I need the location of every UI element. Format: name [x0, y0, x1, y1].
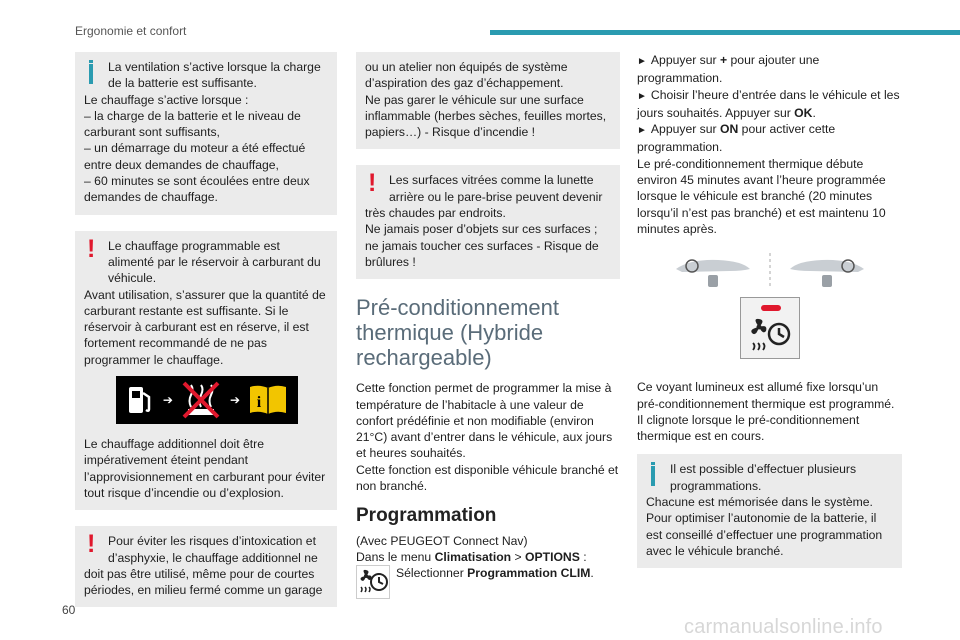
info-text-1: La ventilation s’active lorsque la charge de la batterie est suffisante.	[108, 60, 321, 91]
step-arrow-icon: ►	[637, 125, 647, 137]
warning-text-first: Les surfaces vitrées comme la lunette arrière ou le pare-brise peuvent devenir	[389, 173, 603, 204]
indicator-lamp	[740, 297, 800, 359]
info-text-rest: Chacune est mémorisée dans le système.	[646, 495, 873, 510]
pictogram-row	[84, 376, 329, 424]
manual-book-icon	[248, 383, 288, 417]
programming-note: (Avec PEUGEOT Connect Nav)	[356, 533, 528, 548]
info-text-rest-2: Pour optimiser l’autonomie de la batterie, il est conseillé d’effectuer une programmation avec le véhicule branché.	[646, 511, 883, 558]
page-number: 60	[62, 603, 76, 617]
warning-icon: !	[87, 530, 96, 559]
continued-text-2: Ne pas garer le véhicule sur une surface inflammable (herbes sèches, feuilles mortes, papiers…) - Risque d’incendie !	[365, 92, 607, 140]
warning-box-hot-surfaces	[356, 165, 620, 279]
step-choose: ► Choisir l’heure d’entrée dans le véhicule et les jours souhaités. Appuyer sur OK.	[637, 87, 900, 120]
steering-wheel-icon	[786, 253, 868, 289]
step-arrow-icon: ►	[637, 56, 647, 67]
menu-path: Dans le menu Climatisation > OPTIONS :	[356, 549, 587, 564]
warning-box-intoxication	[75, 526, 337, 607]
step-add: ► Appuyer sur + pour ajouter une programmation.	[637, 53, 820, 86]
info-text-2: Le chauffage s’active lorsque :	[84, 92, 249, 107]
intro-text-2: Cette fonction est disponible véhicule branché et non branché.	[356, 462, 619, 494]
info-text-first: Il est possible d’effectuer plusieurs programmations.	[670, 462, 857, 493]
fan-clock-icon	[356, 565, 390, 599]
divider-icon	[768, 253, 772, 289]
intro-text: Cette fonction permet de programmer la mise à température de l’habitacle à une valeur de confort prédéfinie et non modifiable (environ 21°C) avant d’entrer dans le véhicule, aux jours et heures souhaités.	[356, 381, 613, 461]
warning-box-fuel	[75, 231, 337, 511]
car-illustration	[637, 253, 902, 289]
header-section-title: Ergonomie et confort	[75, 24, 187, 38]
warning-icon: !	[368, 169, 377, 198]
steering-wheel-icon	[672, 253, 754, 289]
info-text-3: – la charge de la batterie et le niveau de carburant sont suffisants,	[84, 108, 301, 140]
step-arrow-icon: ►	[637, 90, 647, 102]
column-3	[637, 52, 902, 584]
no-heater-icon	[180, 379, 222, 421]
indicator-lamp-wrap	[637, 297, 902, 359]
column-2	[356, 52, 620, 599]
continued-text-1: ou un atelier non équipés de système d’aspiration des gaz d’échappement.	[365, 60, 568, 91]
subsection-title: Programmation	[356, 505, 497, 527]
info-box-ventilation	[75, 52, 337, 215]
section-title: Pré-conditionnement thermique (Hybride rechargeable)	[356, 295, 560, 371]
info-text-4: – un démarrage du moteur a été effectué entre deux demandes de chauffage,	[84, 141, 306, 172]
warning-text-rest: Avant utilisation, s’assurer que la quantité de carburant restante est suffisante. Si le réservoir à carburant est en réserve, il est fortement recommandé de ne pas programmer le chauffage.	[84, 287, 326, 367]
header-accent-bar	[490, 30, 960, 35]
warning-text-rest: doit pas être utilisé, même pour de courtes périodes, en milieu fermé comme un garage	[84, 566, 323, 598]
column-1	[75, 52, 337, 623]
warning-icon: !	[87, 234, 96, 263]
programming-paragraph	[356, 533, 620, 600]
select-line	[356, 565, 620, 599]
timing-paragraph: Le pré-conditionnement thermique débute environ 45 minutes avant l’heure programmée lorsque le véhicule est branché (20 minutes lorsqu’il n’est pas branché) et est maintenu 10 minutes après.	[637, 156, 886, 236]
continued-box	[356, 52, 620, 149]
watermark: carmanualsonline.info	[684, 616, 883, 638]
arrow-right-icon: ➔	[162, 392, 173, 407]
warning-text-line2: Ne jamais poser d’objets sur ces surfaces ; ne jamais toucher ces surfaces - Risque de brûlures !	[365, 222, 599, 269]
warning-text-after: Le chauffage additionnel doit être impérativement éteint pendant l’approvisionnement en carburant pour éviter tout risque d’incendie ou d’explosion.	[84, 437, 326, 500]
warning-text-first: Le chauffage programmable est alimenté par le réservoir à carburant du véhicule.	[108, 238, 321, 286]
intro-paragraph	[356, 380, 620, 494]
warning-text-first: Pour éviter les risques d’intoxication et d’asphyxie, le chauffage additionnel ne	[108, 534, 318, 565]
select-instruction: Sélectionner Programmation CLIM.	[396, 566, 594, 581]
pictogram-strip	[116, 376, 298, 424]
arrow-right-icon: ➔	[230, 392, 241, 407]
info-text-5: – 60 minutes se sont écoulées entre deux demandes de chauffage.	[84, 174, 310, 205]
svg-text:i: i	[256, 394, 261, 412]
warning-text-rest: très chaudes par endroits.	[365, 206, 506, 221]
fan-clock-icon	[741, 298, 801, 360]
step-activate: ► Appuyer sur ON pour activer cette programmation.	[637, 122, 836, 155]
lamp-description: Ce voyant lumineux est allumé fixe lorsqu’un pré-conditionnement thermique est programmé. Il clignote lorsque le pré-conditionnement thermique est en cours.	[637, 380, 895, 444]
fuel-pump-icon	[125, 383, 155, 417]
info-box-programs	[637, 454, 902, 568]
